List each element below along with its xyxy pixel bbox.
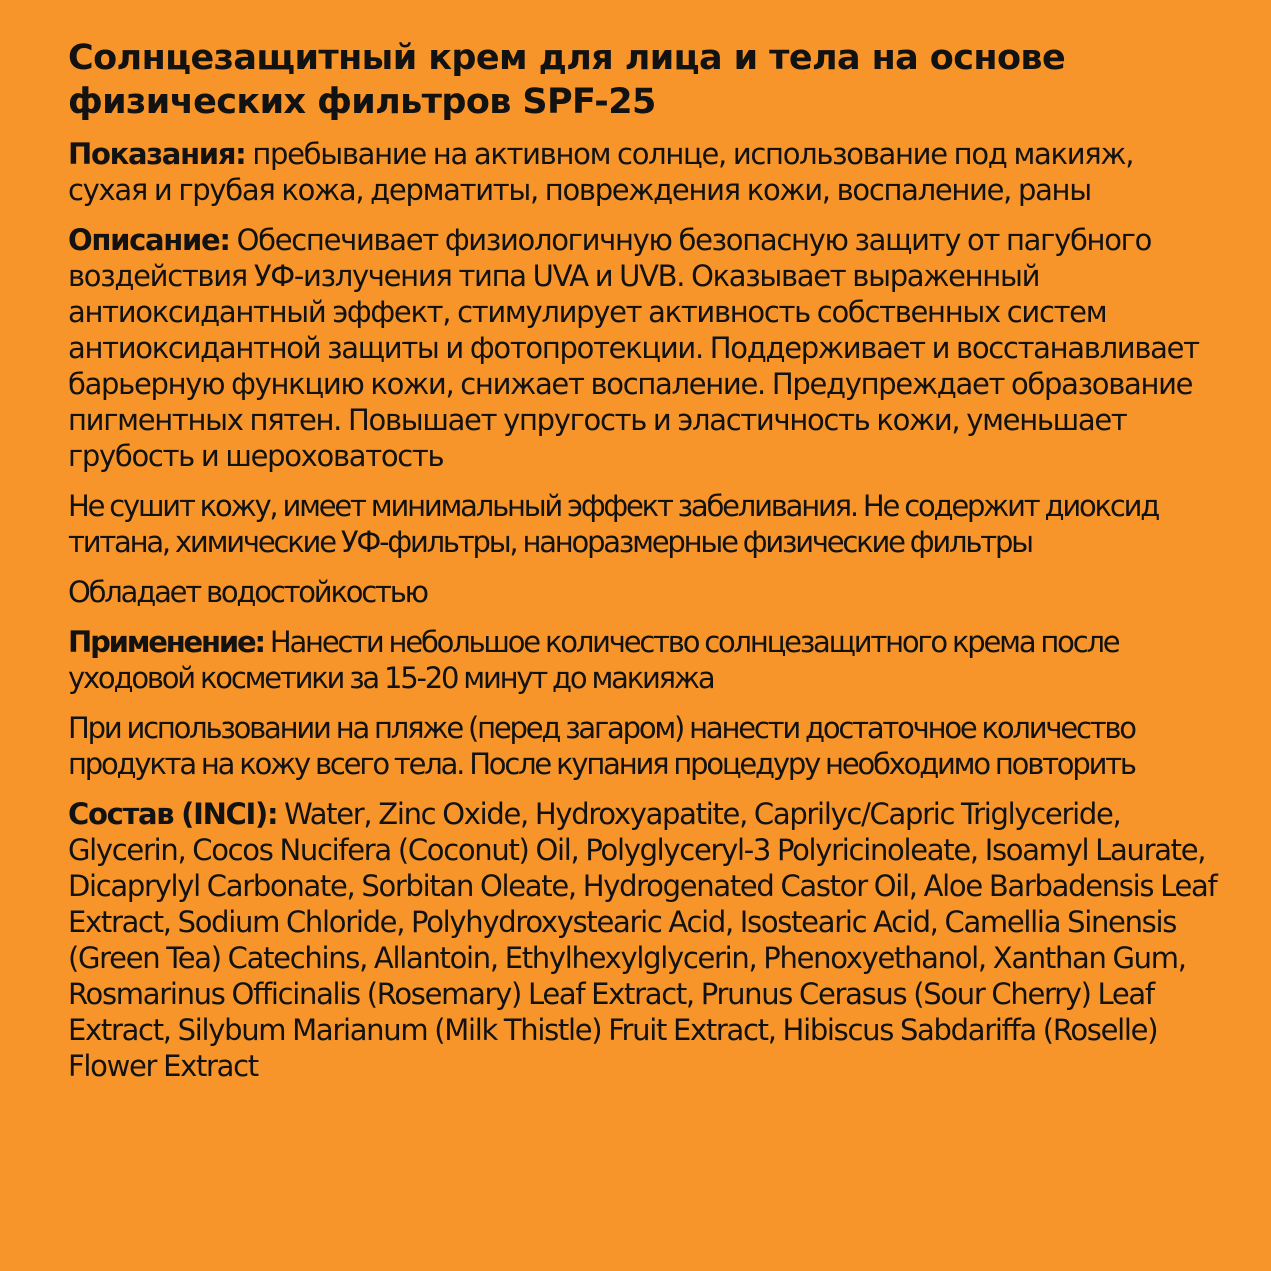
description-label: Описание: bbox=[68, 223, 230, 257]
composition-paragraph bbox=[68, 796, 1218, 1084]
product-info-card bbox=[68, 36, 1218, 1098]
indications-text: пребывание на активном солнце, использование под макияж, сухая и грубая кожа, дерматиты, повреждения кожи, воспаление, раны bbox=[68, 137, 1134, 207]
composition-label: Состав (INCI): bbox=[68, 797, 278, 831]
no-drying-paragraph: Не сушит кожу, имеет минимальный эффект забеливания. Не содержит диоксид титана, химические УФ-фильтры, наноразмерные физические фильтры bbox=[68, 489, 1159, 559]
beach-use-paragraph: При использовании на пляже (перед загаром) нанести достаточное количество продукта на кожу всего тела. После купания процедуру необходимо повторить bbox=[68, 711, 1135, 781]
indications-label: Показания: bbox=[68, 137, 246, 171]
indications-paragraph bbox=[68, 136, 1218, 208]
description-paragraph bbox=[68, 222, 1218, 474]
application-label: Применение: bbox=[68, 625, 264, 659]
composition-text: Water, Zinc Oxide, Hydroxyapatite, Caprilyc/Capric Triglyceride, Glycerin, Cocos Nucifera (Coconut) Oil, Polyglyceryl-3 Polyricinoleate, Isoamyl Laurate, Dicaprylyl Carbonate, Sorbitan Oleate, Hydrogenated Castor Oil, Aloe Barbadensis Leaf Extract, Sodium Chloride, Polyhydroxystearic Acid, Isostearic Acid, Camellia Sinensis (Green Tea) Catechins, Allantoin, Ethylhexylglycerin, Phenoxyethanol, Xanthan Gum, Rosmarinus Officinalis (Rosemary) Leaf Extract, Prunus Cerasus (Sour Cherry) Leaf Extract, Silybum Marianum (Milk Thistle) Fruit Extract, Hibiscus Sabdariffa (Roselle) Flower Extract bbox=[68, 797, 1217, 1083]
description-text: Обеспечивает физиологичную безопасную защиту от пагубного воздействия УФ-излучения типа UVA и UVB. Оказывает выраженный антиоксидантный эффект, стимулирует активность собственных систем антиоксидантной защиты и фотопротекции. Поддерживает и восстанавливает барьерную функцию кожи, снижает воспаление. Предупреждает образование пигментных пятен. Повышает упругость и эластичность кожи, уменьшает грубость и шероховатость bbox=[68, 223, 1199, 473]
waterproof-paragraph: Обладает водостойкостью bbox=[68, 575, 427, 609]
application-text: Нанести небольшое количество солнцезащитного крема после уходовой косметики за 15-20 минут до макияжа bbox=[68, 625, 1119, 695]
product-title: Солнцезащитный крем для лица и тела на основе физических фильтров SPF-25 bbox=[68, 38, 1066, 122]
application-paragraph bbox=[68, 624, 1218, 696]
